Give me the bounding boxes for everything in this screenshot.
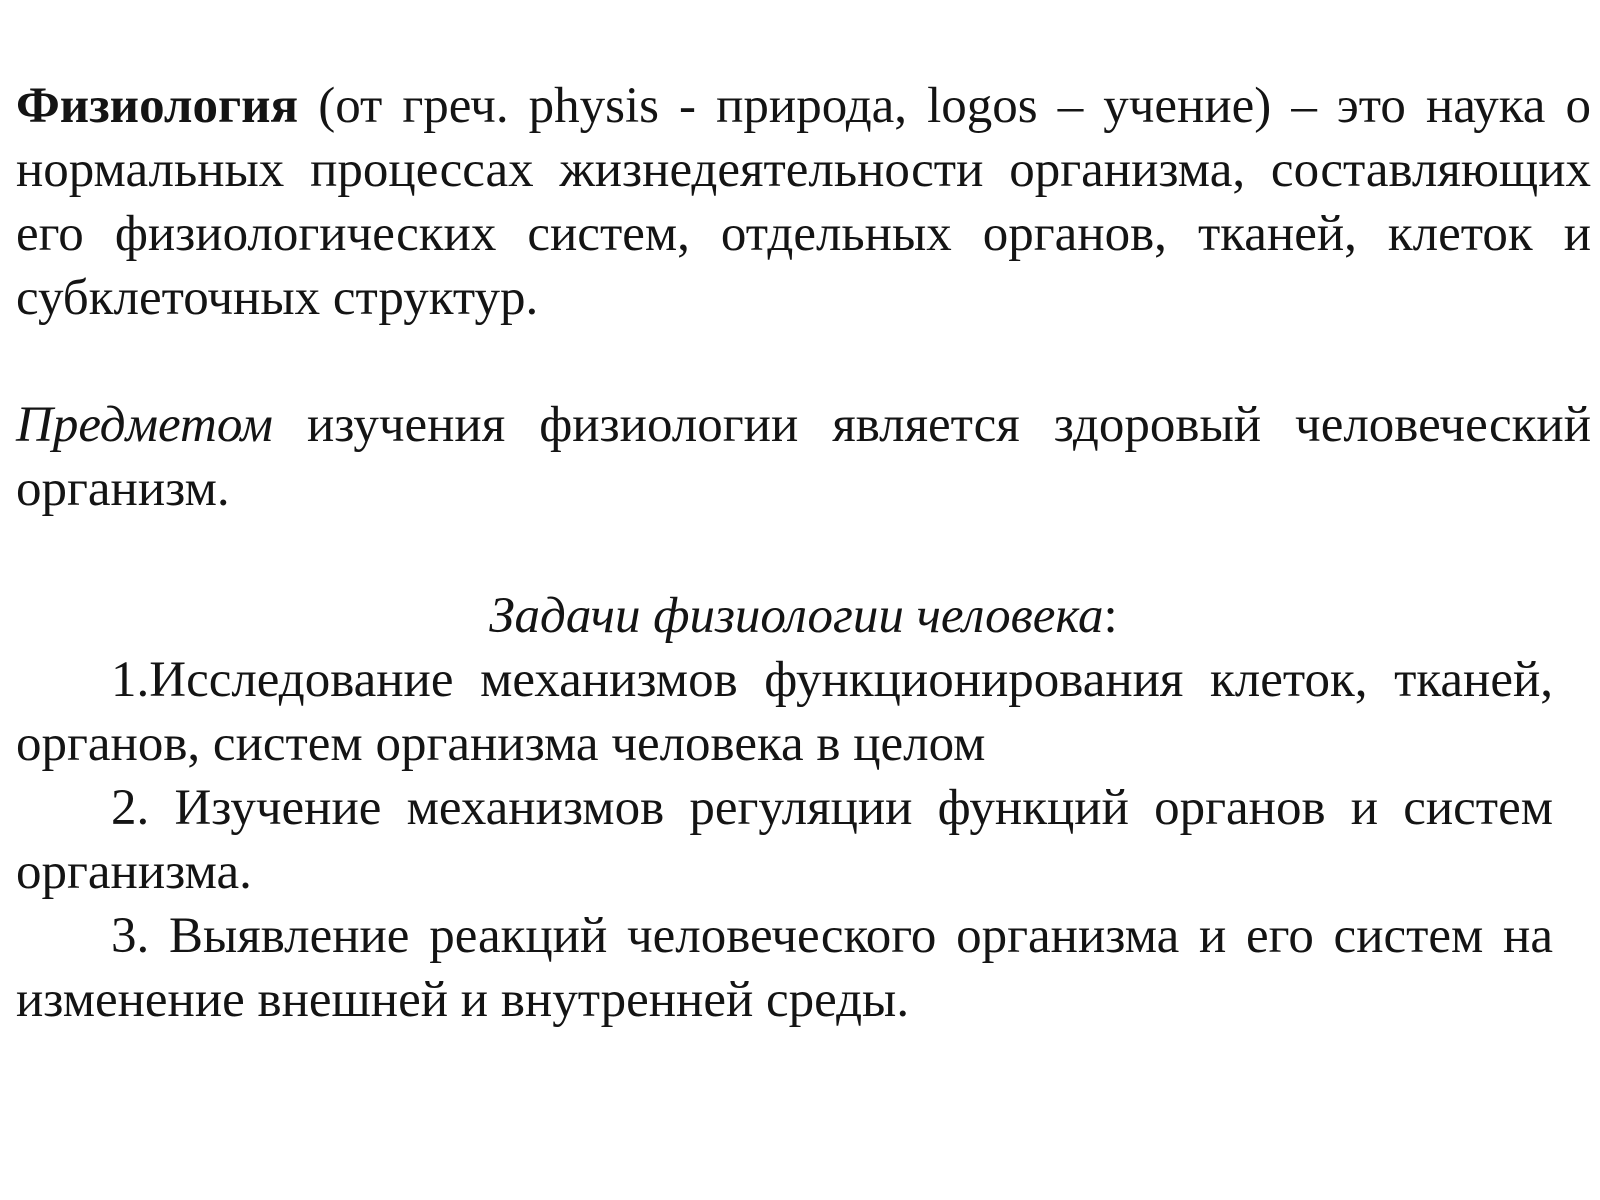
definition-paragraph (16, 74, 1591, 330)
definition-term: Физиология (16, 78, 299, 134)
tasks-heading (16, 584, 1591, 648)
subject-term: Предметом (16, 397, 273, 453)
task-item: 3. Выявление реакций человеческого организма и его систем на изменение внешней и внутренней среды. (16, 908, 1553, 1028)
subject-paragraph (16, 393, 1591, 521)
tasks-heading-text: Задачи физиологии человека (489, 588, 1104, 644)
subject-text: изучения физиологии является здоровый человеческий организм. (16, 397, 1591, 517)
task-item: 1.Исследование механизмов функционирования клеток, тканей, органов, систем организма человека в целом (16, 652, 1553, 772)
tasks-heading-suffix: : (1103, 588, 1118, 644)
definition-text: (от греч. physis - природа, logos – учение) – это наука о нормальных процессах жизнедеятельности организма, составляющих его физиологических систем, отдельных органов, тканей, клеток и субклеточных структур. (16, 78, 1591, 326)
slide-content (16, 74, 1591, 1032)
task-item: 2. Изучение механизмов регуляции функций органов и систем организма. (16, 780, 1553, 900)
